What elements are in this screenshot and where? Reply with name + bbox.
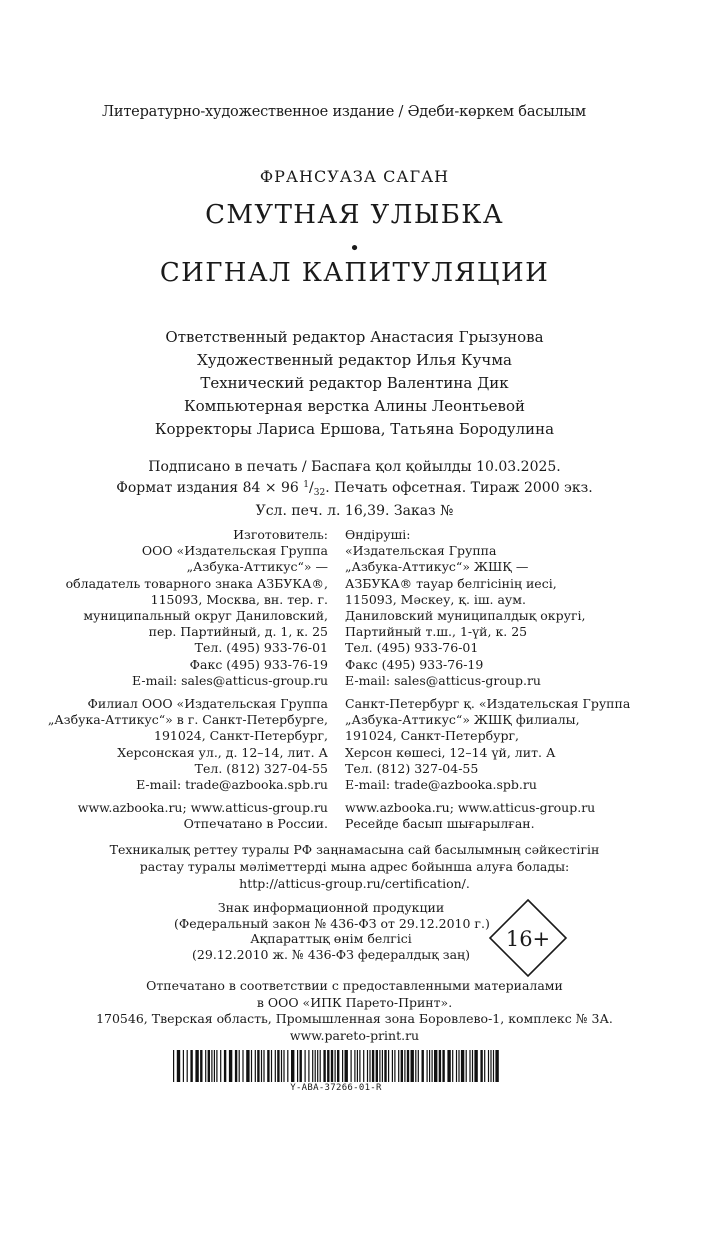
barcode-bar — [493, 1050, 494, 1082]
order-line: Усл. печ. л. 16,39. Заказ № — [255, 503, 454, 519]
barcode-bar — [308, 1050, 309, 1082]
barcode-bar — [382, 1050, 383, 1082]
barcode-bar — [190, 1050, 192, 1082]
barcode-bar — [367, 1050, 368, 1082]
barcode-bar — [351, 1050, 352, 1082]
barcode-bar — [447, 1050, 450, 1082]
printed-in-line: Отпечатано в России. — [183, 816, 328, 832]
barcode-bar — [401, 1050, 403, 1082]
barcode-bar — [271, 1050, 272, 1082]
format-suffix: . Печать офсетная. Тираж 2000 экз. — [325, 480, 593, 496]
barcode-bar — [418, 1050, 419, 1082]
barcode-bar — [320, 1050, 321, 1082]
barcode-bar — [495, 1050, 498, 1082]
branch-ru-line: „Азбука-Аттикус“» в г. Санкт-Петербурге, — [47, 712, 328, 728]
barcode-bar — [392, 1050, 393, 1082]
branch-kz-line: Тел. (812) 327-04-55 — [345, 760, 479, 776]
manufacturer-ru-line: обладатель товарного знака АЗБУКА®, — [65, 575, 328, 591]
barcode-bar — [257, 1050, 259, 1082]
author-name: ФРАНСУАЗА САГАН — [259, 167, 450, 186]
barcode-bar — [442, 1050, 444, 1082]
print-details — [0, 458, 709, 520]
barcode-bar — [384, 1050, 386, 1082]
branch-ru — [48, 696, 328, 793]
barcode-bar — [342, 1050, 343, 1082]
barcode-bar — [456, 1050, 457, 1082]
branch-ru-line: Тел. (812) 327-04-55 — [194, 760, 328, 776]
book-title-2: СИГНАЛ КАПИТУЛЯЦИИ — [159, 258, 550, 288]
barcode-bar — [398, 1050, 399, 1082]
barcode-bar — [267, 1050, 269, 1082]
manufacturer-ru-line: 115093, Москва, вн. тер. г. — [150, 591, 328, 607]
credits-block — [0, 326, 709, 441]
barcode-bar — [474, 1050, 477, 1082]
info-mark-line: Знак информационной продукции — [217, 900, 445, 915]
barcode-bar — [363, 1050, 364, 1082]
manufacturer-ru-line: муниципальный округ Даниловский, — [83, 608, 328, 624]
barcode-bar — [379, 1050, 380, 1082]
manufacturer-kz-line: «Издательская Группа — [345, 543, 497, 559]
signed-date: Подписано в печать / Баспаға қол қойылды 10.03.2025. — [148, 459, 561, 475]
branch-kz-line: E-mail: trade@azbooka.spb.ru — [345, 777, 537, 793]
barcode-bar — [263, 1050, 264, 1082]
barcode-bar — [439, 1050, 441, 1082]
branch-ru-line: 191024, Санкт-Петербург, — [154, 728, 328, 744]
barcode-bar — [369, 1050, 370, 1082]
branch-kz-line: Херсон көшесі, 12–14 үй, лит. А — [345, 744, 556, 760]
barcode-bar — [429, 1050, 430, 1082]
certification-note — [0, 841, 709, 892]
printer-info — [0, 978, 709, 1044]
title-separator: • — [349, 238, 360, 259]
cert-line: http://atticus-group.ru/certification/. — [239, 876, 470, 891]
credit-line: Художественный редактор Илья Кучма — [197, 351, 512, 369]
barcode-bar — [235, 1050, 237, 1082]
printer-line: 170546, Тверская область, Промышленная зона Боровлево-1, комплекс № 3А. — [96, 1011, 613, 1026]
info-product-mark — [174, 900, 488, 962]
credit-line: Технический редактор Валентина Дик — [200, 374, 509, 392]
website-line: www.azbooka.ru; www.atticus-group.ru — [77, 800, 328, 815]
barcode-bar — [224, 1050, 226, 1082]
branch-kz-line: 191024, Санкт-Петербург, — [345, 728, 519, 744]
credit-line: Компьютерная верстка Алины Леонтьевой — [183, 397, 525, 415]
format-fraction-num: 1 — [303, 480, 310, 490]
barcode-bar — [345, 1050, 348, 1082]
barcode-bar — [452, 1050, 453, 1082]
barcode-bar — [327, 1050, 329, 1082]
barcode-bar — [275, 1050, 276, 1082]
info-mark-line: (29.12.2010 ж. № 436-ФЗ федералдық заң) — [192, 946, 470, 962]
info-mark-line: Ақпараттық өнім белгісі — [250, 931, 412, 946]
manufacturer-kz-line: E-mail: sales@atticus-group.ru — [345, 672, 541, 688]
age-rating-text: 16+ — [505, 927, 551, 951]
barcode-bar — [239, 1050, 240, 1082]
barcode-bar — [434, 1050, 437, 1082]
manufacturer-kz-line: АЗБУКА® тауар белгісінің иесі, — [345, 575, 557, 591]
barcode-bar — [354, 1050, 355, 1082]
manufacturer-ru-line: ООО «Издательская Группа — [141, 543, 328, 559]
barcode-bar — [357, 1050, 358, 1082]
branch-kz — [345, 696, 630, 793]
barcode-bar — [469, 1050, 470, 1082]
barcode-bar — [300, 1050, 302, 1082]
manufacturer-kz-line: „Азбука-Аттикус“» ЖШҚ — — [345, 559, 529, 575]
barcode-bar — [422, 1050, 424, 1082]
manufacturer-kz-line: Өндіруші: — [345, 527, 411, 542]
barcode-bar — [331, 1050, 333, 1082]
printer-line: в ООО «ИПК Парето-Принт». — [256, 994, 453, 1010]
barcode-bar — [372, 1050, 374, 1082]
barcode-bar — [376, 1050, 378, 1082]
credit-line: Ответственный редактор Анастасия Грызунова — [165, 328, 544, 346]
barcode-bar — [291, 1050, 294, 1082]
printed-in-line: Ресейде басып шығарылған. — [345, 816, 535, 832]
barcode-bar — [411, 1050, 414, 1082]
info-mark-line: (Федеральный закон № 436-ФЗ от 29.12.2010 г.) — [174, 915, 490, 931]
age-rating-badge — [488, 898, 568, 978]
format-fraction-den: 32 — [313, 488, 326, 498]
barcode-bar — [394, 1050, 395, 1082]
barcode — [173, 1050, 499, 1082]
barcode-bar — [261, 1050, 262, 1082]
barcode-bar — [205, 1050, 206, 1082]
barcode-bar — [404, 1050, 405, 1082]
barcode-bar — [415, 1050, 416, 1082]
barcode-bar — [246, 1050, 249, 1082]
barcode-bar — [183, 1050, 184, 1082]
barcode-bar — [229, 1050, 232, 1082]
branch-ru-line: Филиал ООО «Издательская Группа — [87, 696, 328, 711]
manufacturer-kz-line: Факс (495) 933-76-19 — [345, 656, 484, 672]
series-line: Литературно-художественное издание / Әдеби-көркем басылым — [102, 104, 586, 120]
barcode-bar — [317, 1050, 318, 1082]
barcode-bar — [251, 1050, 252, 1082]
manufacturer-kz-line: Тел. (495) 933-76-01 — [345, 640, 479, 656]
barcode-bar — [337, 1050, 339, 1082]
barcode-bar — [255, 1050, 256, 1082]
barcode-bar — [214, 1050, 215, 1082]
barcode-bar — [208, 1050, 210, 1082]
credit-line: Корректоры Лариса Ершова, Татьяна Бородулина — [154, 420, 555, 438]
barcode-bar — [315, 1050, 316, 1082]
manufacturer-ru-line: Тел. (495) 933-76-01 — [194, 640, 328, 656]
web-kz — [345, 800, 595, 832]
barcode-bar — [287, 1050, 288, 1082]
barcode-bar — [335, 1050, 336, 1082]
manufacturer-kz-line: 115093, Мәскеу, қ. іш. аум. — [345, 591, 526, 607]
barcode-bar — [466, 1050, 467, 1082]
branch-ru-line: Херсонская ул., д. 12–14, лит. А — [117, 744, 328, 760]
manufacturer-ru-line: E-mail: sales@atticus-group.ru — [132, 672, 328, 688]
barcode-bar — [427, 1050, 428, 1082]
barcode-bar — [312, 1050, 313, 1082]
web-ru — [78, 800, 328, 832]
barcode-bar — [281, 1050, 282, 1082]
printer-line: www.pareto-print.ru — [289, 1027, 420, 1043]
branch-ru-line: E-mail: trade@azbooka.spb.ru — [136, 777, 328, 793]
format-fraction-slash: / — [309, 480, 314, 496]
manufacturer-kz — [345, 527, 585, 689]
barcode-bar — [195, 1050, 198, 1082]
barcode-bar — [480, 1050, 482, 1082]
barcode-bar — [220, 1050, 221, 1082]
barcode-bar — [283, 1050, 284, 1082]
barcode-bar — [211, 1050, 212, 1082]
barcode-bar — [323, 1050, 325, 1082]
manufacturer-ru-line: пер. Партийный, д. 1, к. 25 — [148, 624, 328, 640]
manufacturer-kz-line: Партийный т.ш., 1-үй, к. 25 — [345, 624, 528, 640]
manufacturer-ru-line: Изготовитель: — [233, 527, 328, 542]
barcode-bar — [173, 1050, 174, 1082]
branch-kz-line: Санкт-Петербург қ. «Издательская Группа — [345, 696, 631, 711]
barcode-bar — [472, 1050, 473, 1082]
barcode-bar — [359, 1050, 360, 1082]
cert-line: Техникалық реттеу туралы РФ заңнамасына сай басылымның сәйкестігін — [109, 842, 600, 857]
barcode-bar — [242, 1050, 243, 1082]
barcode-bar — [488, 1050, 489, 1082]
format-prefix: Формат издания 84 × 96 — [116, 480, 304, 496]
barcode-bar — [277, 1050, 279, 1082]
barcode-bar — [187, 1050, 188, 1082]
barcode-bar — [458, 1050, 459, 1082]
barcode-bar — [216, 1050, 217, 1082]
barcode-bar — [432, 1050, 433, 1082]
book-title-1: СМУТНАЯ УЛЫБКА — [205, 200, 504, 230]
format-line — [0, 476, 709, 502]
barcode-bar — [484, 1050, 485, 1082]
cert-line: растау туралы мәліметтерді мына адрес бойынша алуға болады: — [139, 859, 570, 874]
website-line: www.azbooka.ru; www.atticus-group.ru — [345, 800, 596, 815]
manufacturer-ru — [66, 527, 328, 689]
manufacturer-ru-line: „Азбука-Аттикус“» — — [186, 559, 328, 575]
manufacturer-ru-line: Факс (495) 933-76-19 — [189, 656, 328, 672]
barcode-label: Y-ABA-37266-01-R — [290, 1083, 382, 1093]
barcode-bar — [490, 1050, 491, 1082]
manufacturer-kz-line: Даниловский муниципалдық округі, — [345, 608, 586, 624]
barcode-bar — [177, 1050, 180, 1082]
barcode-bar — [407, 1050, 409, 1082]
barcode-bar — [200, 1050, 202, 1082]
barcode-bar — [297, 1050, 298, 1082]
barcode-bar — [305, 1050, 306, 1082]
printer-line: Отпечатано в соответствии с предоставленными материалами — [146, 978, 563, 993]
branch-kz-line: „Азбука-Аттикус“» ЖШҚ филиалы, — [345, 712, 580, 728]
barcode-bar — [388, 1050, 389, 1082]
barcode-bar — [461, 1050, 464, 1082]
